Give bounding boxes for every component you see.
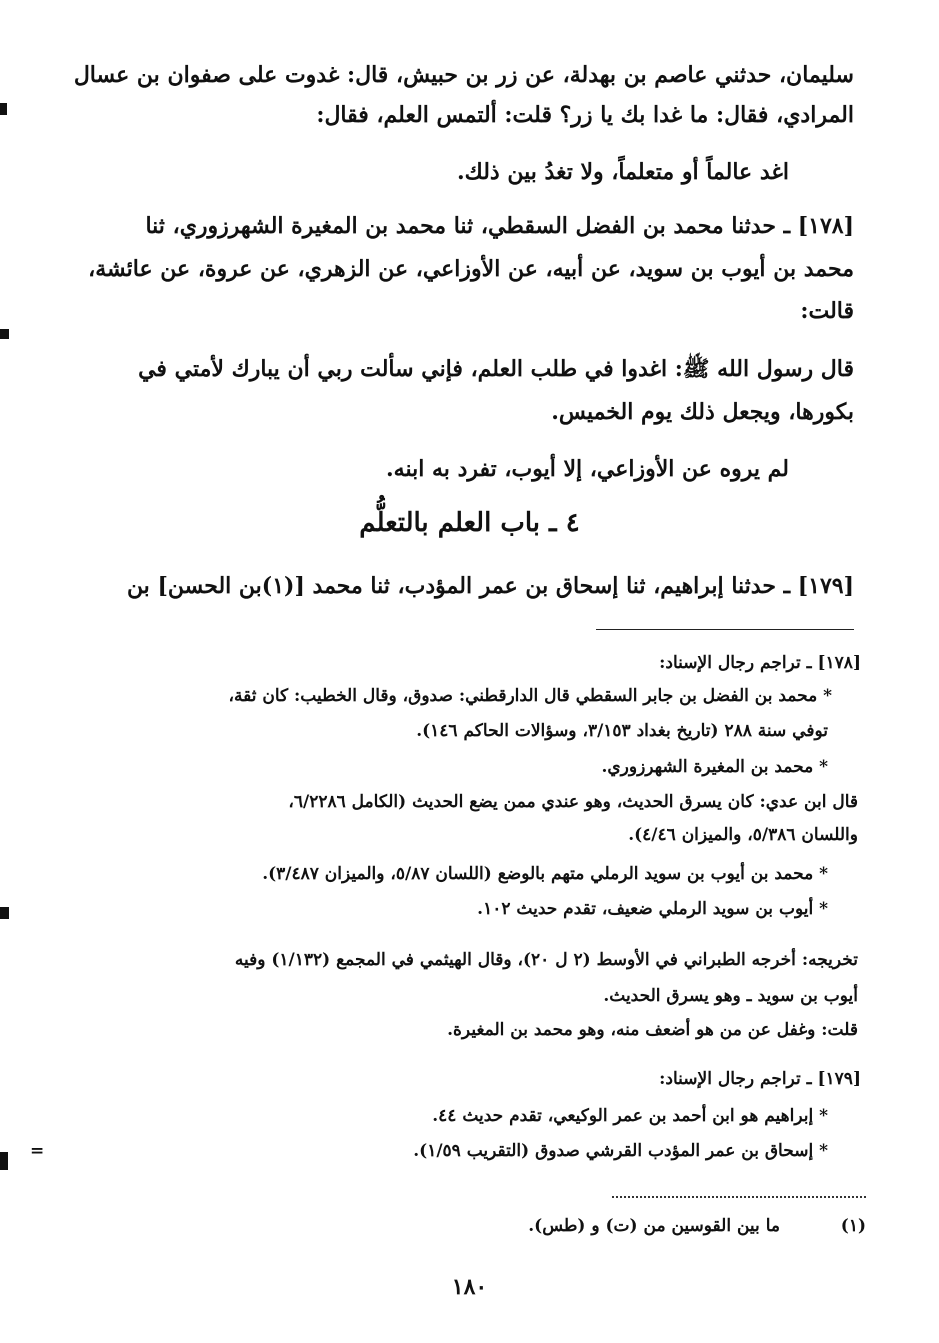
- footnote-line: * محمد بن المغيرة الشهرزوري.: [601, 757, 828, 777]
- takhrij-line: أيوب بن سويد ـ وهو يسرق الحديث.: [603, 986, 858, 1006]
- hadith-line: [١٧٨] ـ حدثنا محمد بن الفضل السقطي، ثنا محمد بن المغيرة الشهرزوري، ثنا: [145, 213, 854, 239]
- scan-mark: [0, 329, 9, 339]
- text-line: سليمان، حدثني عاصم بن بهدلة، عن زر بن حبيش، قال: غدوت على صفوان بن عسال: [73, 62, 854, 88]
- note-line: لم يروه عن الأوزاعي، إلا أيوب، تفرد به ابنه.: [386, 456, 789, 482]
- chapter-heading: ٤ ـ باب العلم بالتعلُّم: [359, 508, 580, 538]
- hadith-line: قالت:: [800, 298, 854, 324]
- quote-line: قال رسول الله ﷺ: اغدوا في طلب العلم، فإني سألت ربي أن يبارك لأمتي في: [138, 356, 854, 382]
- dotted-separator: [612, 1196, 866, 1198]
- margin-mark: =: [30, 1141, 45, 1161]
- note-number: (١): [840, 1216, 866, 1236]
- takhrij-line: تخريجه: أخرجه الطبراني في الأوسط (٢ ل ٢٠)، وقال الهيثمي في المجمع (١/١٣٢) وفيه: [234, 950, 858, 970]
- footnote-line: * أيوب بن سويد الرملي ضعيف، تقدم حديث ١٠٢.: [477, 899, 828, 919]
- footnote-header: [١٧٨] ـ تراجم رجال الإسناد:: [659, 653, 861, 673]
- hadith-line: محمد بن أيوب بن سويد، عن أبيه، عن الأوزاعي، عن الزهري، عن عروة، عن عائشة،: [88, 256, 854, 282]
- note-text: ما بين القوسين من (ت) و (طس).: [528, 1216, 780, 1236]
- footnote-separator: [596, 629, 854, 630]
- footnote-header: [١٧٩] ـ تراجم رجال الإسناد:: [659, 1069, 861, 1089]
- text-line: المرادي، فقال: ما غدا بك يا زر؟ قلت: ألتمس العلم، فقال:: [316, 102, 854, 128]
- footnote-line: توفي سنة ٢٨٨ (تاريخ بغداد ٣/١٥٣، وسؤالات الحاكم ١٤٦).: [416, 721, 828, 741]
- takhrij-line: قلت: وغفل عن من هو أضعف منه، وهو محمد بن المغيرة.: [447, 1020, 858, 1040]
- footnote-line: * محمد بن أيوب بن سويد الرملي متهم بالوضع (اللسان ٥/٨٧، والميزان ٣/٤٨٧).: [262, 864, 828, 884]
- footnote-line: * محمد بن الفضل بن جابر السقطي قال الدارقطني: صدوق، وقال الخطيب: كان ثقة،: [228, 686, 832, 706]
- footnote-line: واللسان ٥/٣٨٦، والميزان ٤/٤٦).: [628, 825, 858, 845]
- hadith-line: [١٧٩] ـ حدثنا إبراهيم، ثنا إسحاق بن عمر المؤدب، ثنا محمد [(١)بن الحسن] بن: [126, 573, 854, 599]
- page-number: ١٨٠: [451, 1274, 488, 1300]
- scan-mark: [0, 103, 7, 115]
- scan-mark: [0, 907, 9, 919]
- footnote-line: قال ابن عدي: كان يسرق الحديث، وهو عندي ممن يضع الحديث (الكامل ٦/٢٢٨٦،: [288, 792, 858, 812]
- quote-line: بكورها، ويجعل ذلك يوم الخميس.: [551, 399, 854, 425]
- footnote-line: * إسحاق بن عمر المؤدب القرشي صدوق (التقريب ١/٥٩).: [413, 1141, 828, 1161]
- scan-mark: [0, 1152, 8, 1170]
- verse-line: اغد عالماً أو متعلماً، ولا تغدُ بين ذلك.: [457, 159, 789, 185]
- footnote-line: * إبراهيم هو ابن أحمد بن عمر الوكيعي، تقدم حديث ٤٤.: [432, 1106, 828, 1126]
